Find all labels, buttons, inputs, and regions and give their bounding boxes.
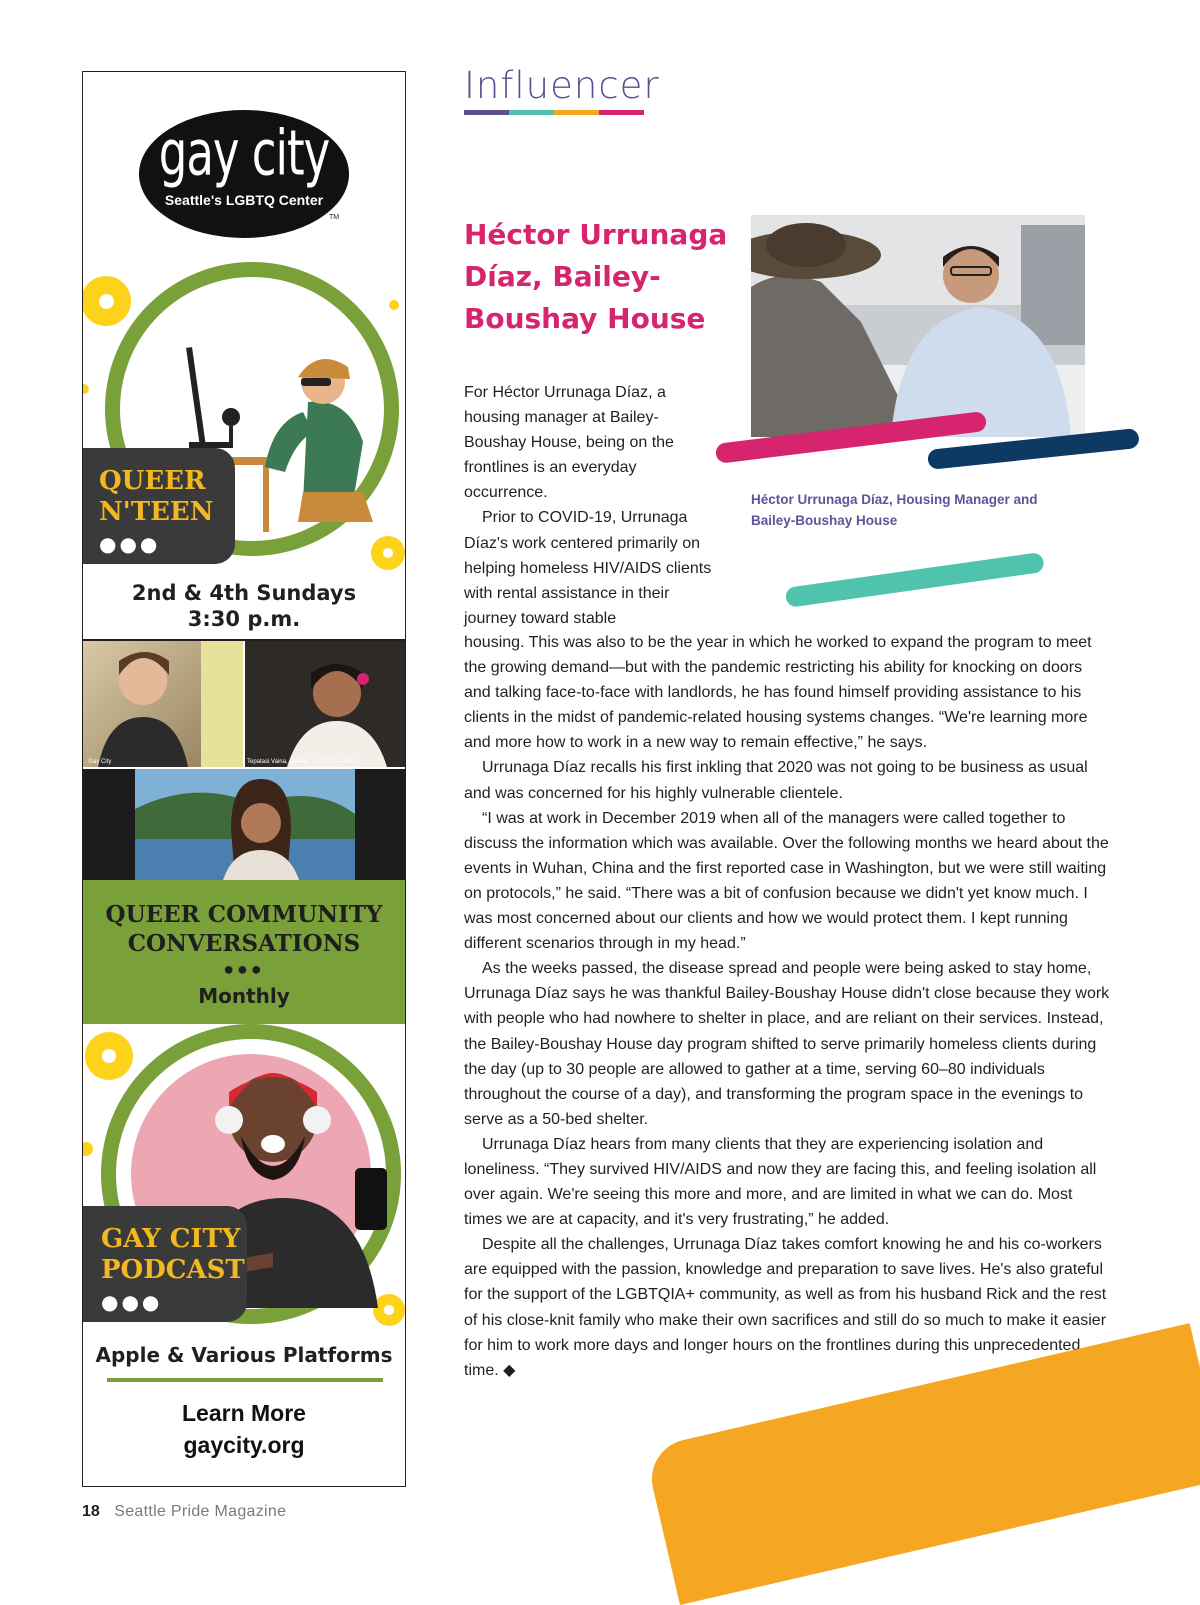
dots-decoration: ●●● [101, 1290, 163, 1314]
dots-decoration: ●●● [99, 532, 161, 556]
teal-stripe-decoration [785, 552, 1045, 608]
trademark-mark: TM [329, 214, 340, 221]
article-paragraph: “I was at work in December 2019 when all of the managers were called together to discuss the information which was available. Over the following months we heard about the events in Wuhan, China and the first reported case in Washington, but we were still waiting on protocols,” he said. “There was a bit of confusion because we didn't yet know much. I was most concerned about our clients and how we would protect them. I kept running different scenarios through in my head.” [464, 809, 1109, 953]
article-paragraph: Urrunaga Díaz hears from many clients that they are experiencing isolation and loneliness. “They survived HIV/AIDS and now they are facing this, and feeling isolation all over again. We're seeing this more and more, and are limited in what we can do. Most times we are at capacity, and it's very frustrating,” he added. [464, 1135, 1097, 1229]
program-frequency: Monthly [198, 984, 290, 1008]
article-body-narrow [464, 380, 714, 631]
article-paragraph: Urrunaga Díaz recalls his first inkling that 2020 was not going to be business as usual and was concerned for his highly vulnerable clientele. [464, 759, 1088, 802]
gay-city-advertisement [82, 71, 406, 1487]
podcast-platforms: Apple & Various Platforms [95, 1343, 393, 1367]
rule-segment [554, 110, 599, 115]
section-title: Influencer [464, 64, 660, 107]
video-call-participant [83, 641, 243, 767]
yellow-dot-decoration [82, 1142, 93, 1156]
article-headline: Héctor Urrunaga Díaz, Bailey-Boushay House [464, 218, 728, 335]
gay-city-logo [139, 110, 349, 238]
photo-caption: Héctor Urrunaga Díaz, Housing Manager and Bailey-Boushay House [751, 492, 1038, 528]
participant-silhouette [245, 641, 405, 767]
article-paragraph: For Héctor Urrunaga Díaz, a housing manager at Bailey-Boushay House, being on the frontlines is an everyday occurrence. [464, 384, 674, 502]
page-number: 18 [82, 1503, 100, 1520]
queer-community-conversations-panel [83, 880, 405, 1024]
schedule-time: 3:30 p.m. [187, 607, 301, 631]
program-schedule [83, 580, 405, 632]
article-paragraph: Prior to COVID-19, Urrunaga Díaz's work centered primarily on helping homeless HIV/AIDS clients with rental assistance in their journey toward stable [464, 509, 712, 627]
logo-tagline: Seattle's LGBTQ Center [164, 192, 324, 208]
gaycity-url-link[interactable]: gaycity.org [183, 1432, 305, 1458]
logo-name: gay city [158, 116, 330, 190]
program-title-line: N'TEEN [99, 497, 214, 527]
rule-segment [509, 110, 554, 115]
program-title-line: PODCAST [101, 1255, 245, 1285]
article-photo [751, 215, 1085, 437]
publication-name: Seattle Pride Magazine [114, 1503, 287, 1520]
learn-more-text: Learn More [182, 1400, 306, 1426]
rule-segment [464, 110, 509, 115]
program-title-line: CONVERSATIONS [127, 930, 361, 957]
article-body-wide [464, 630, 1112, 1383]
yellow-circle-decoration [85, 1032, 133, 1080]
yellow-circle-decoration [82, 276, 131, 326]
participant-silhouette [83, 641, 243, 767]
article-paragraph: housing. This was also to be the year in which he worked to expand the program to meet the growing demand—but with the pandemic restricting his ability for knocking on doors and talking face-to-face with landlords, he has found himself providing assistance to his clients in the midst of pandemic-related housing systems changes. “We're learning more and more how to work in a new way to remain effective,” he says. [464, 634, 1092, 752]
video-call-participant [83, 769, 405, 880]
queer-nteen-label [83, 448, 235, 564]
section-rule [464, 110, 644, 115]
article-paragraph: As the weeks passed, the disease spread and people were being asked to stay home, Urrunaga Díaz says he was thankful Bailey-Boushay House didn't close because they work with people who had nowhere to shelter in place, and are reliant on their services. Instead, the Bailey-Boushay House day program shifted to serve primarily homeless clients during the day (up to 30 people are allowed to gather at a time, serving 60–80 individuals throughout the course of a day), and transforming the program space in the evenings to serve as a 50-bed shelter. [464, 960, 1110, 1128]
office-meeting-photo [751, 215, 1085, 437]
rule-segment [599, 110, 644, 115]
article-paragraph: Despite all the challenges, Urrunaga Díaz takes comfort knowing he and his co-workers are equipped with the passion, knowledge and preparation to save lives. He's also grateful for the support of the LGBTQIA+ community, as well as from his husband Rick and the rest of his close-knit family who make their own sacrifices and still do so much to make it easier for him to work more days and longer hours on the frontlines during this unprecedented time. ◆ [464, 1236, 1107, 1379]
participant-silhouette [83, 769, 405, 880]
gay-city-podcast-label [83, 1206, 247, 1322]
video-call-participant [245, 641, 405, 767]
program-title-line: GAY CITY [101, 1224, 241, 1254]
yellow-dot-decoration [82, 384, 89, 394]
yellow-dot-decoration [389, 300, 399, 310]
program-title-line: QUEER COMMUNITY [105, 901, 383, 928]
yellow-circle-decoration [371, 536, 405, 570]
video-caption: , Gay City [85, 759, 112, 765]
dots-decoration: ●●● [223, 959, 265, 979]
program-title-line: QUEER [99, 466, 206, 496]
page-footer [82, 1503, 286, 1521]
schedule-days: 2nd & 4th Sundays [131, 581, 357, 605]
green-divider [107, 1378, 383, 1382]
video-caption: Tepatasi Vaina, she/her, U.T.O.P.I.A. Seat... [247, 759, 363, 765]
